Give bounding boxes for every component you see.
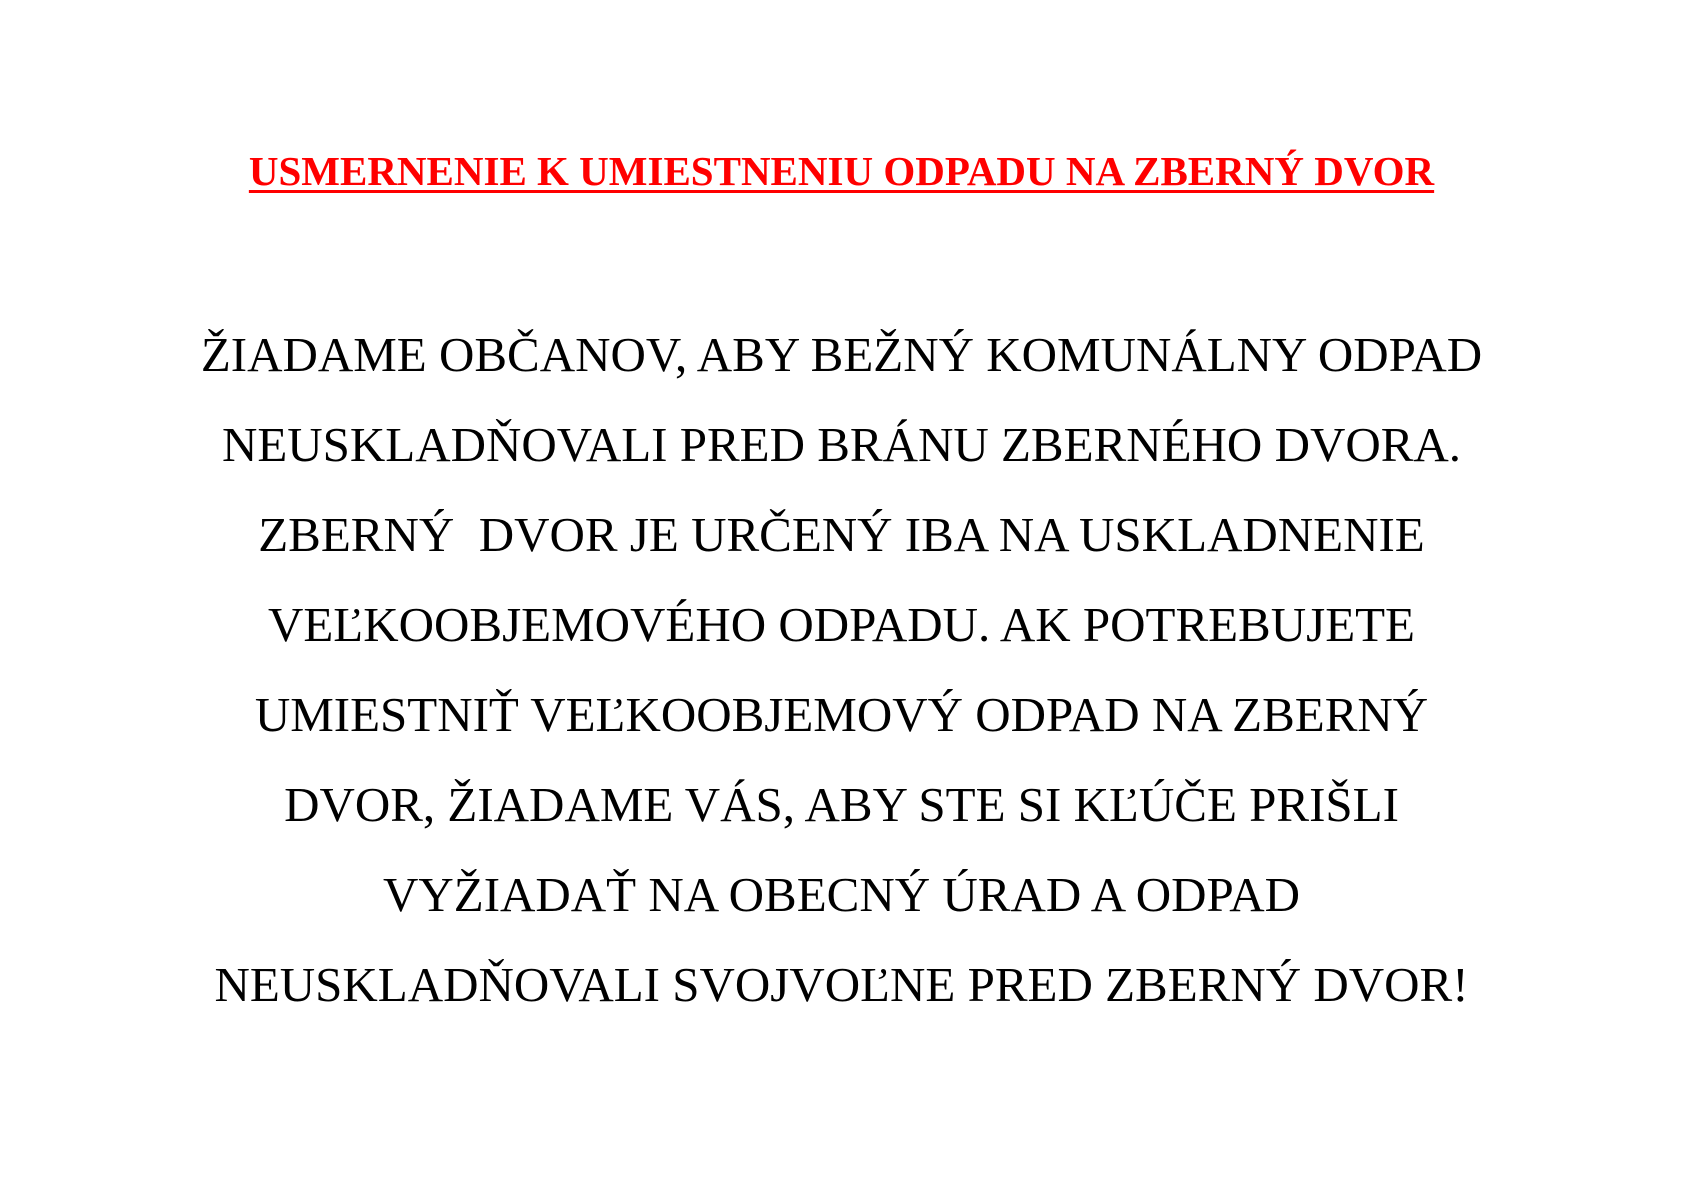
notice-line: ŽIADAME OBČANOV, ABY BEŽNÝ KOMUNÁLNY ODPAD <box>200 327 1483 382</box>
notice-line: NEUSKLADŇOVALI PRED BRÁNU ZBERNÉHO DVORA. <box>221 417 1462 472</box>
notice-line: UMIESTNIŤ VEĽKOOBJEMOVÝ ODPAD NA ZBERNÝ <box>254 687 1429 742</box>
notice-line: VEĽKOOBJEMOVÉHO ODPADU. AK POTREBUJETE <box>267 597 1415 652</box>
notice-line: DVOR, ŽIADAME VÁS, ABY STE SI KĽÚČE PRIŠLI <box>284 777 1399 832</box>
document-title: USMERNENIE K UMIESTNENIU ODPADU NA ZBERNÝ DVOR <box>248 148 1435 194</box>
notice-body <box>0 310 1683 1030</box>
notice-line: NEUSKLADŇOVALI SVOJVOĽNE PRED ZBERNÝ DVOR! <box>214 957 1469 1012</box>
notice-line: ZBERNÝ DVOR JE URČENÝ IBA NA USKLADNENIE <box>258 507 1425 562</box>
notice-line: VYŽIADAŤ NA OBECNÝ ÚRAD A ODPAD <box>382 867 1300 922</box>
